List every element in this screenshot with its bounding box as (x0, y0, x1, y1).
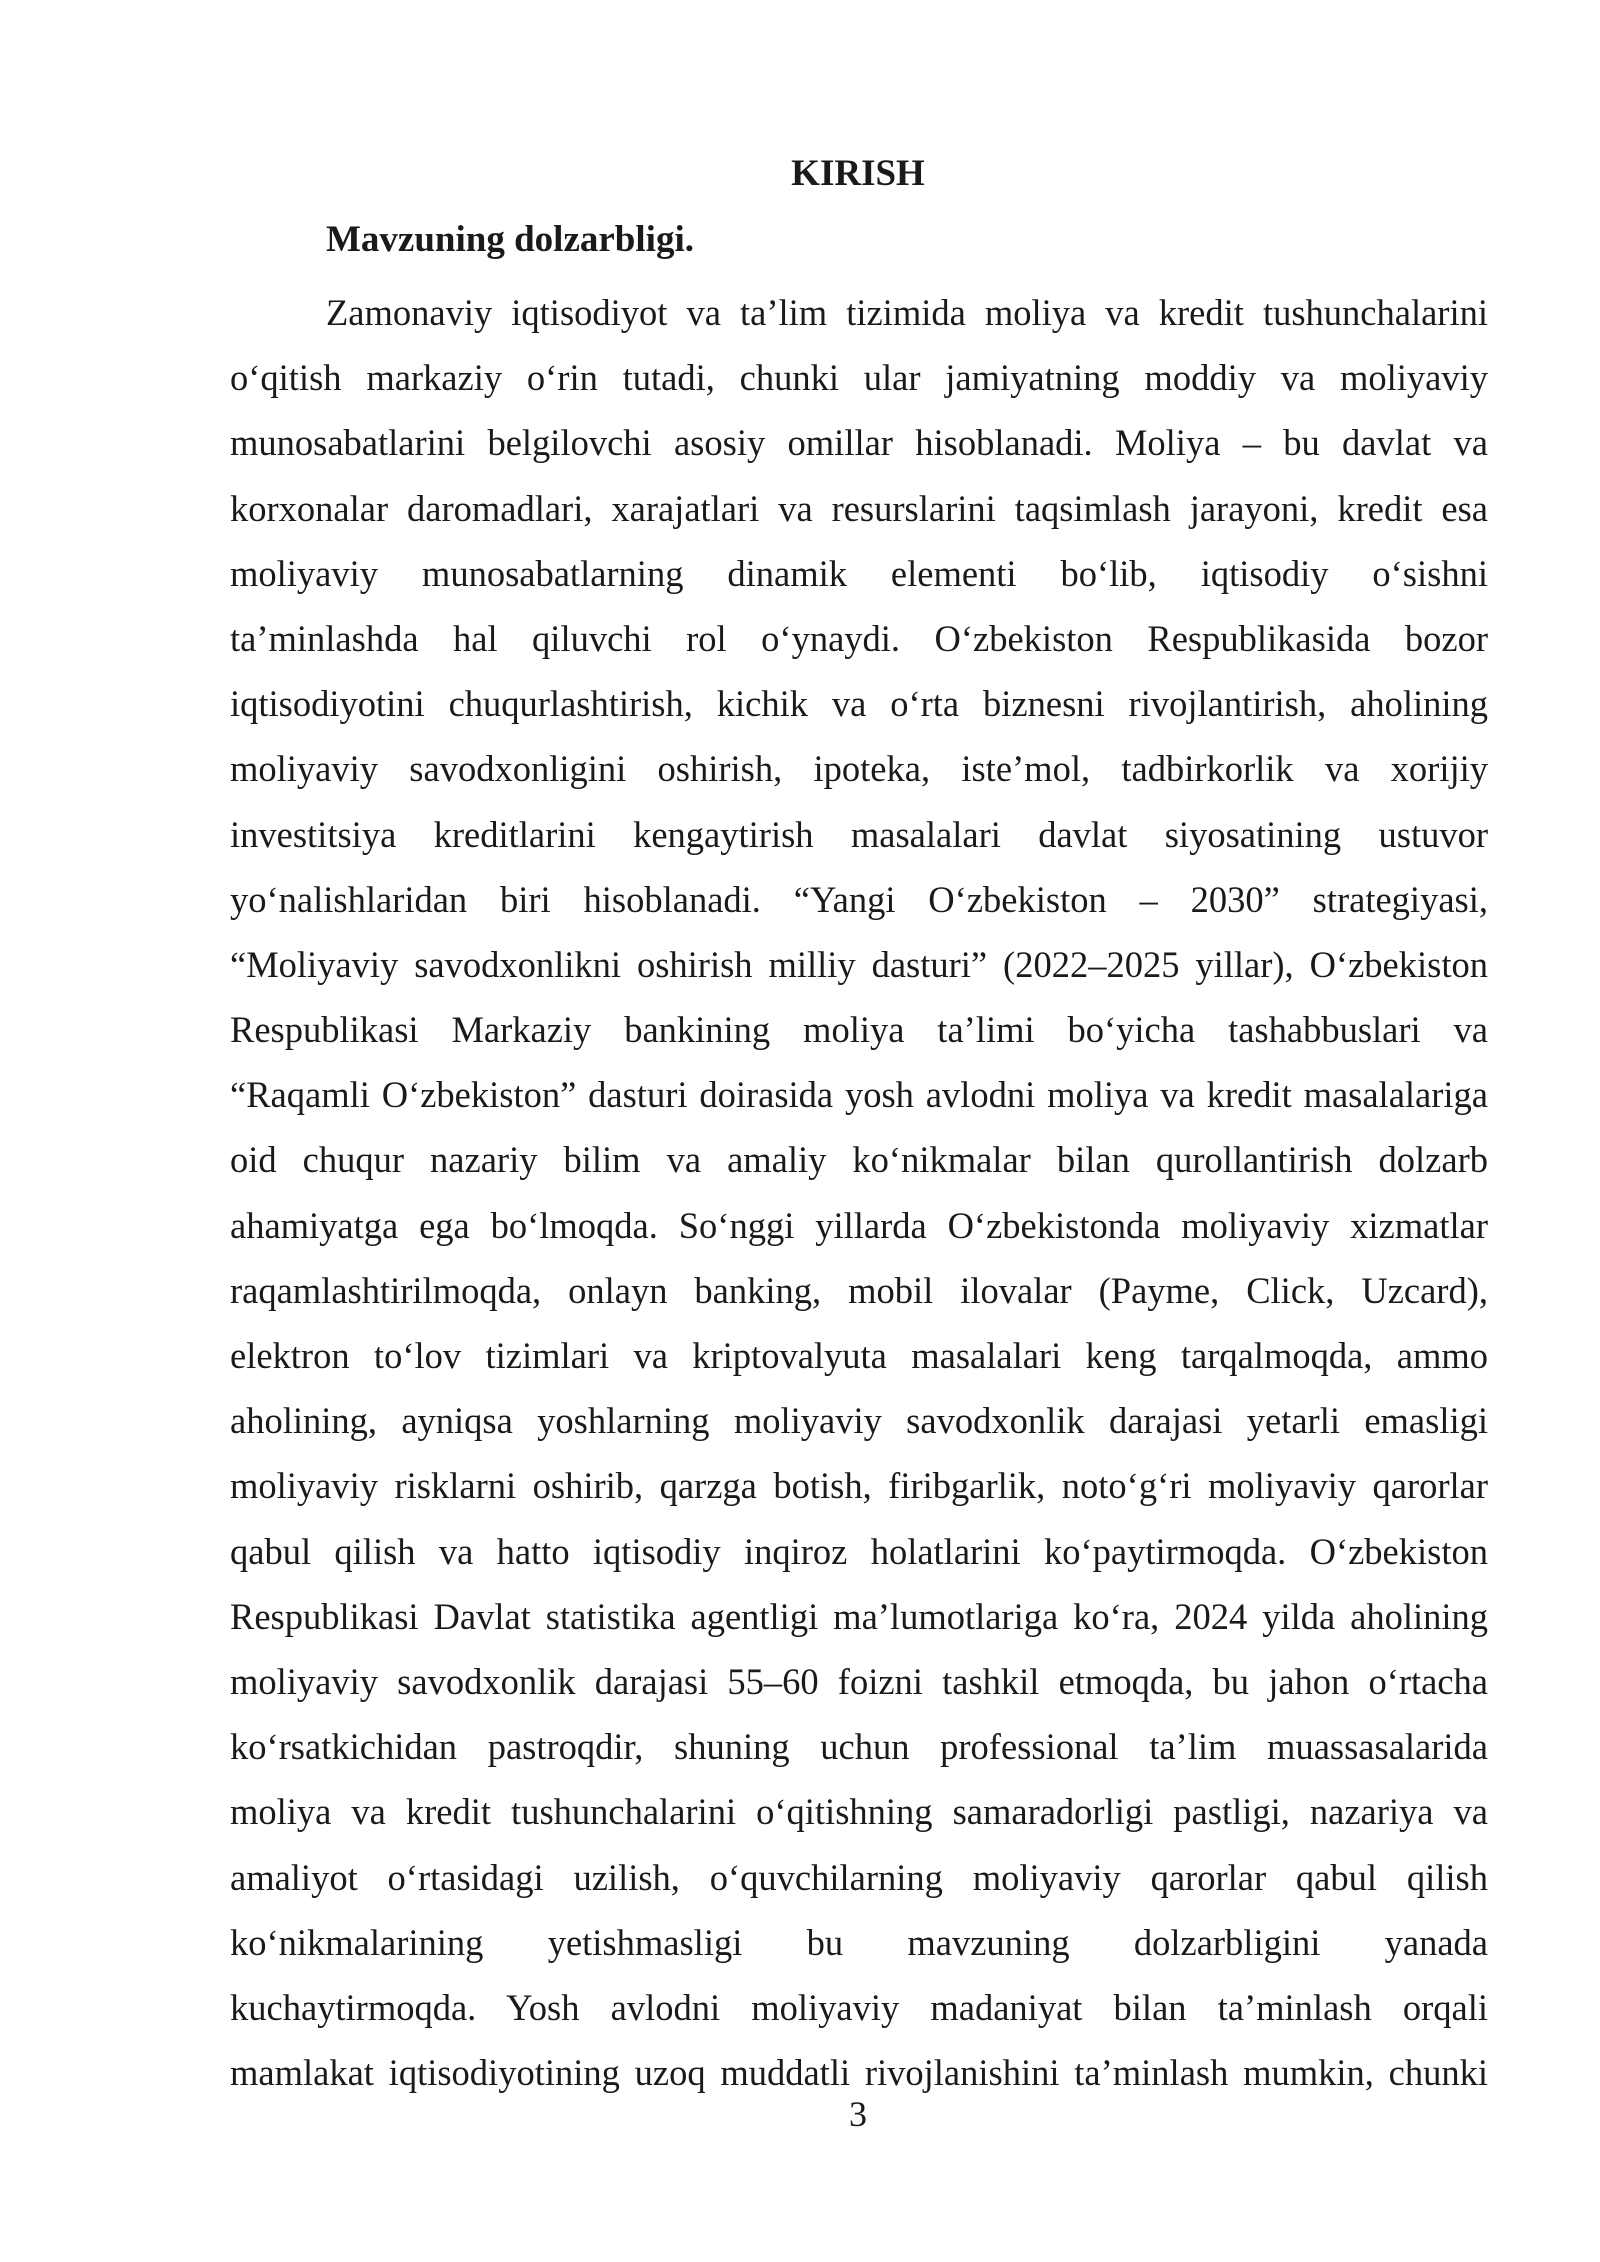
paragraph-line: “Raqamli O‘zbekiston” dasturi doirasida yosh avlodni moliya va kredit masalalariga (230, 1074, 1488, 1116)
paragraph-line: moliya va kredit tushunchalarini o‘qitishning samaradorligi pastligi, nazariya va (230, 1791, 1488, 1833)
paragraph-line: munosabatlarini belgilovchi asosiy omillar hisoblanadi. Moliya – bu davlat va (230, 422, 1488, 464)
paragraph-line: mamlakat iqtisodiyotining uzoq muddatli rivojlanishini ta’minlash mumkin, chunki (230, 2052, 1488, 2094)
paragraph-line: qabul qilish va hatto iqtisodiy inqiroz holatlarini ko‘paytirmoqda. O‘zbekiston (230, 1530, 1488, 1572)
paragraph-line: ko‘rsatkichidan pastroqdir, shuning uchun professional ta’lim muassasalarida (230, 1726, 1488, 1768)
paragraph-line: ahamiyatga ega bo‘lmoqda. So‘nggi yillarda O‘zbekistonda moliyaviy xizmatlar (230, 1204, 1488, 1246)
paragraph-line: moliyaviy savodxonligini oshirish, ipoteka, iste’mol, tadbirkorlik va xorijiy (230, 748, 1488, 790)
paragraph-line: Respublikasi Markaziy bankining moliya ta’limi bo‘yicha tashabbuslari va (230, 1009, 1488, 1051)
paragraph-line: “Moliyaviy savodxonlikni oshirish milliy dasturi” (2022–2025 yillar), O‘zbekiston (230, 943, 1488, 985)
paragraph-line: moliyaviy savodxonlik darajasi 55–60 foizni tashkil etmoqda, bu jahon o‘rtacha (230, 1660, 1488, 1702)
paragraph-line: kuchaytirmoqda. Yosh avlodni moliyaviy madaniyat bilan ta’minlash orqali (230, 1986, 1488, 2028)
paragraph-line: o‘qitish markaziy o‘rin tutadi, chunki ular jamiyatning moddiy va moliyaviy (230, 357, 1488, 399)
paragraph-line: aholining, ayniqsa yoshlarning moliyaviy savodxonlik darajasi yetarli emasligi (230, 1400, 1488, 1442)
page-number: 3 (849, 2094, 867, 2134)
subsection-heading: Mavzuning dolzarbligi. (326, 219, 694, 260)
section-heading: KIRISH (791, 153, 925, 194)
paragraph-line: amaliyot o‘rtasidagi uzilish, o‘quvchilarning moliyaviy qarorlar qabul qilish (230, 1856, 1488, 1898)
paragraph-line: Zamonaviy iqtisodiyot va ta’lim tizimida moliya va kredit tushunchalarini (326, 292, 1488, 333)
paragraph-line: ko‘nikmalarining yetishmasligi bu mavzuning dolzarbligini yanada (230, 1921, 1488, 1963)
paragraph-line: moliyaviy munosabatlarning dinamik elementi bo‘lib, iqtisodiy o‘sishni (230, 552, 1488, 594)
body-paragraph (230, 280, 1488, 2105)
paragraph-line: investitsiya kreditlarini kengaytirish masalalari davlat siyosatining ustuvor (230, 813, 1488, 855)
paragraph-line: korxonalar daromadlari, xarajatlari va resurslarini taqsimlash jarayoni, kredit esa (230, 487, 1488, 529)
paragraph-line: yo‘nalishlaridan biri hisoblanadi. “Yangi O‘zbekiston – 2030” strategiyasi, (230, 878, 1488, 920)
paragraph-line: moliyaviy risklarni oshirib, qarzga botish, firibgarlik, noto‘g‘ri moliyaviy qarorlar (230, 1465, 1488, 1507)
paragraph-line: iqtisodiyotini chuqurlashtirish, kichik va o‘rta biznesni rivojlantirish, aholining (230, 683, 1488, 725)
paragraph-line: ta’minlashda hal qiluvchi rol o‘ynaydi. O‘zbekiston Respublikasida bozor (230, 617, 1488, 659)
paragraph-line: raqamlashtirilmoqda, onlayn banking, mobil ilovalar (Payme, Click, Uzcard), (230, 1269, 1488, 1311)
paragraph-line: Respublikasi Davlat statistika agentligi ma’lumotlariga ko‘ra, 2024 yilda aholining (230, 1595, 1488, 1637)
paragraph-line: oid chuqur nazariy bilim va amaliy ko‘nikmalar bilan qurollantirish dolzarb (230, 1139, 1488, 1181)
paragraph-line: elektron to‘lov tizimlari va kriptovalyuta masalalari keng tarqalmoqda, ammo (230, 1335, 1488, 1376)
